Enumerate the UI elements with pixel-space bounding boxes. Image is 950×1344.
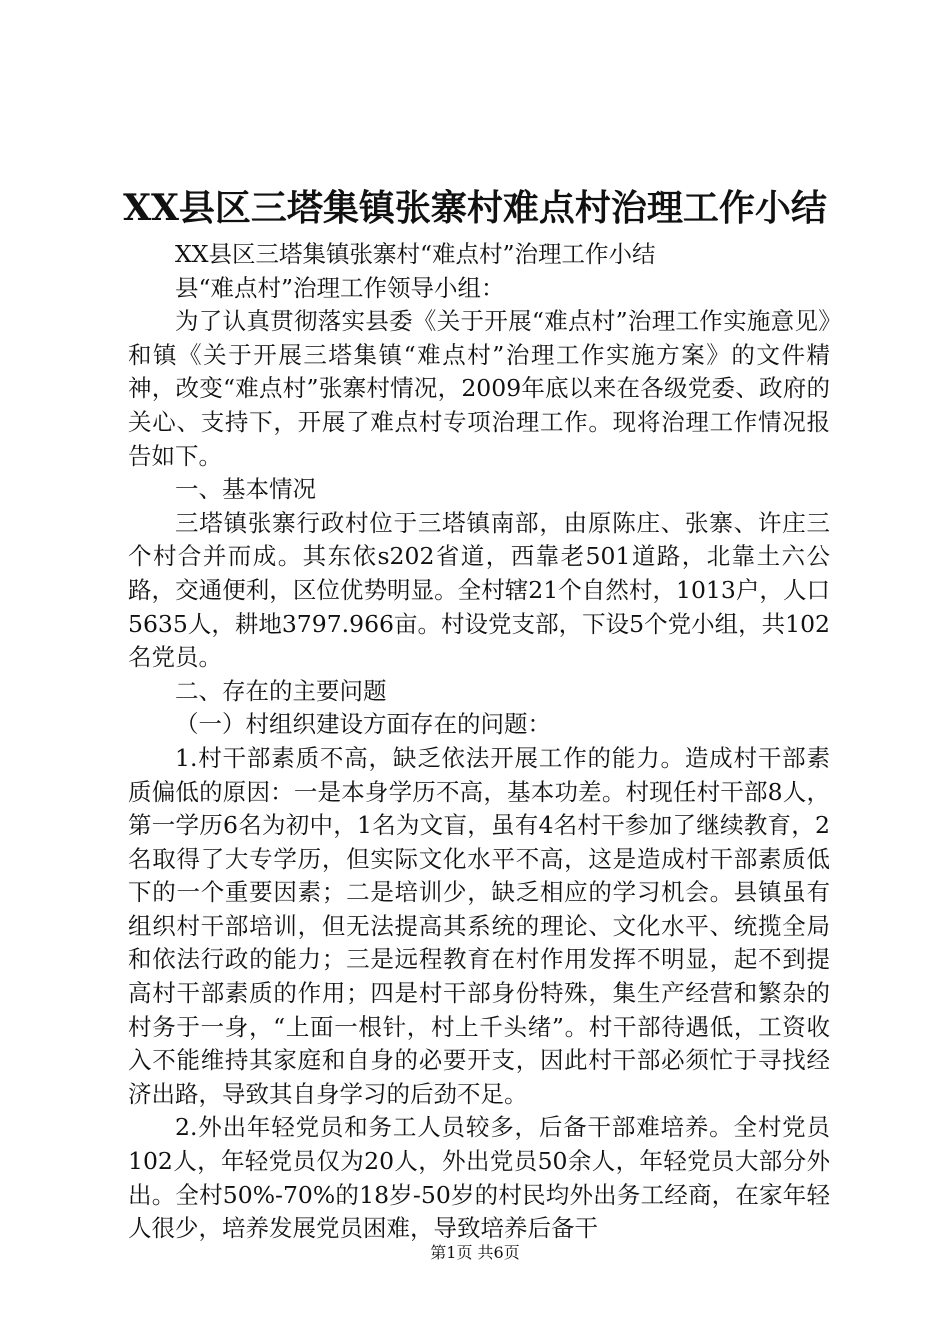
paragraph-item-1: 1.村干部素质不高，缺乏依法开展工作的能力。造成村干部素质偏低的原因：一是本身学历不高，基本功差。村现任村干部8人，第一学历6名为初中，1名为文盲，虽有4名村干参加了继续教育，2名取得了大专学历，但实际文化水平不高，这是造成村干部素质低下的一个重要因素；二是培训少，缺乏相应的学习机会。县镇虽有组织村干部培训，但无法提高其系统的理论、文化水平、统揽全局和依法行政的能力；三是远程教育在村作用发挥不明显，起不到提高村干部素质的作用；四是村干部身份特殊，集生产经营和繁杂的村务于一身，“上面一根针，村上千头绪”。村干部待遇低，工资收入不能维持其家庭和自身的必要开支，因此村干部必须忙于寻找经济出路，导致其自身学习的后劲不足。 bbox=[128, 743, 830, 1108]
document-title: XX县区三塔集镇张寨村难点村治理工作小结 bbox=[123, 187, 827, 229]
section-heading-basic: 一、基本情况 bbox=[175, 475, 316, 504]
paragraph-addressee: 县“难点村”治理工作领导小组： bbox=[175, 273, 505, 302]
paragraph-intro: 为了认真贯彻落实县委《关于开展“难点村”治理工作实施意见》和镇《关于开展三塔集镇“难点村”治理工作实施方案》的文件精神，改变“难点村”张寨村情况，2009年底以来在各级党委、政府的关心、支持下，开展了难点村专项治理工作。现将治理工作情况报告如下。 bbox=[128, 307, 830, 470]
paragraph-item-2: 2.外出年轻党员和务工人员较多，后备干部难培养。全村党员102人，年轻党员仅为20人，外出党员50余人，年轻党员大部分外出。全村50%-70%的18岁-50岁的村民均外出务工经商，在家年轻人很少，培养发展党员困难，导致培养后备干 bbox=[128, 1113, 830, 1243]
section-heading-problems: 二、存在的主要问题 bbox=[175, 676, 387, 705]
paragraph-subtitle: XX县区三塔集镇张寨村“难点村”治理工作小结 bbox=[175, 240, 656, 268]
paragraph-basic-info: 三塔镇张寨行政村位于三塔镇南部，由原陈庄、张寨、许庄三个村合并而成。其东依s202省道，西靠老501道路，北靠土六公路，交通便利，区位优势明显。全村辖21个自然村，1013户，人口5635人，耕地3797.966亩。村设党支部，下设5个党小组，共102名党员。 bbox=[128, 508, 830, 672]
subsection-heading-organization: （一）村组织建设方面存在的问题： bbox=[175, 710, 551, 739]
document-body bbox=[128, 238, 830, 1246]
page-footer: 第1页 共6页 bbox=[430, 1243, 520, 1262]
